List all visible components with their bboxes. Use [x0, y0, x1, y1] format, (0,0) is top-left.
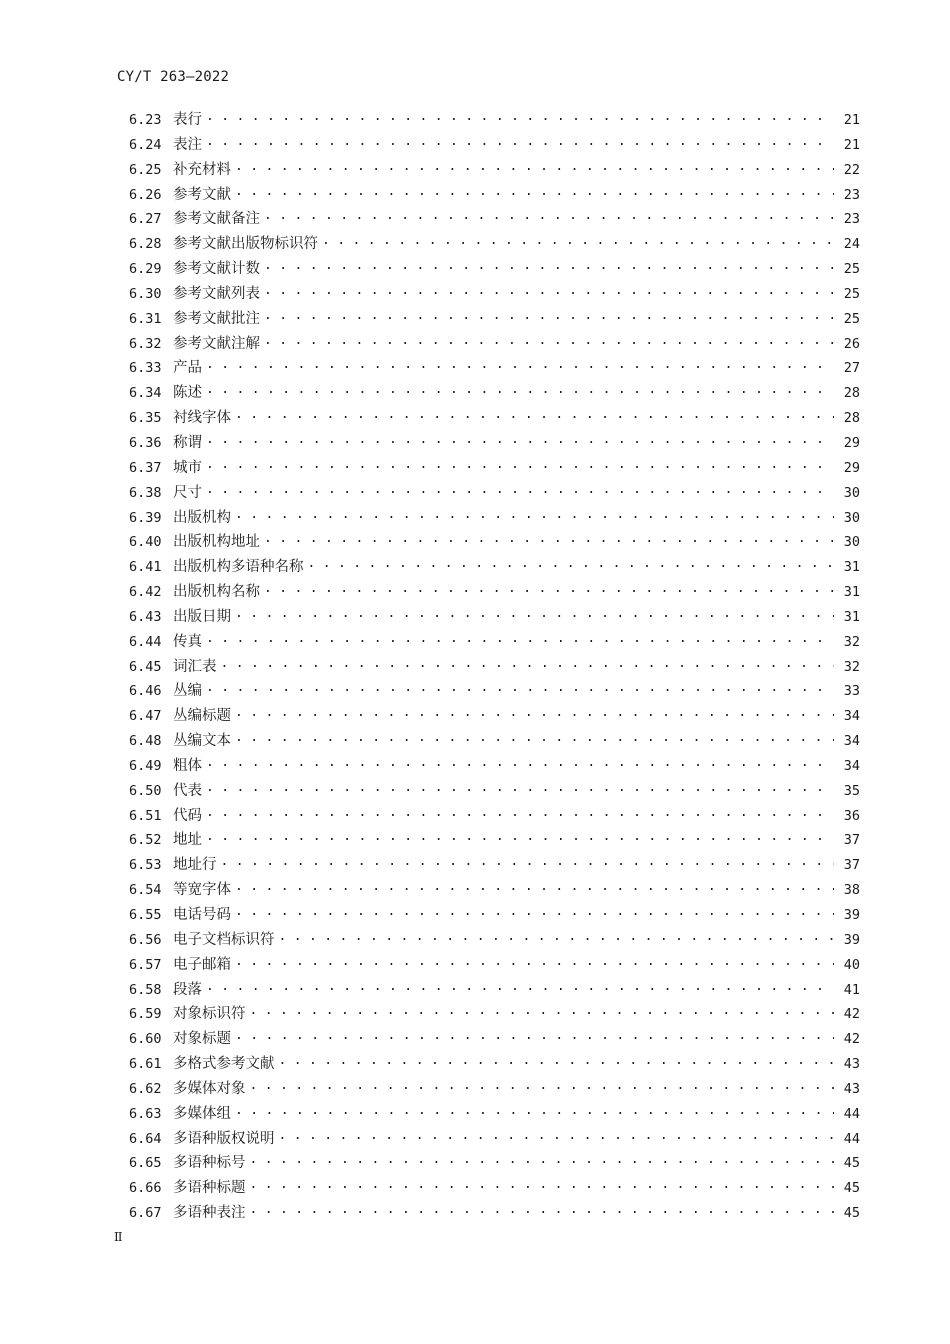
- toc-entry-title: 表行: [173, 112, 202, 128]
- toc-entry-number: 6.36: [129, 434, 162, 451]
- toc-entry[interactable]: [129, 108, 860, 133]
- toc-entry-title: 出版机构地址: [173, 534, 260, 551]
- toc-dot-leader: [206, 110, 834, 124]
- toc-entry-page: 34: [843, 733, 860, 750]
- toc-entry-page: 29: [843, 459, 860, 476]
- toc-entry-title: 多语种标题: [173, 1180, 246, 1197]
- toc-entry-number: 6.56: [129, 931, 162, 948]
- toc-entry-title: 多格式参考文献: [173, 1056, 275, 1073]
- toc-entry-number: 6.25: [129, 161, 162, 178]
- toc-dot-leader: [206, 383, 834, 397]
- toc-dot-leader: [235, 731, 834, 745]
- toc-dot-leader: [235, 1104, 834, 1118]
- toc-entry[interactable]: [129, 555, 860, 580]
- toc-entry[interactable]: [129, 207, 860, 232]
- toc-dot-leader: [322, 234, 834, 248]
- toc-entry-page: 30: [843, 534, 860, 551]
- toc-entry-page: 25: [843, 285, 860, 302]
- toc-dot-leader: [235, 607, 834, 621]
- toc-entry-number: 6.43: [129, 608, 162, 625]
- toc-entry-number: 6.64: [129, 1130, 162, 1147]
- toc-entry[interactable]: [129, 903, 860, 928]
- toc-entry-page: 28: [843, 410, 860, 427]
- toc-entry-number: 6.59: [129, 1006, 162, 1023]
- toc-dot-leader: [221, 855, 835, 869]
- toc-dot-leader: [235, 706, 834, 720]
- toc-entry[interactable]: [129, 481, 860, 506]
- toc-entry-number: 6.42: [129, 584, 162, 601]
- toc-dot-leader: [279, 1054, 835, 1068]
- toc-entry-page: 28: [843, 385, 860, 402]
- toc-entry-title: 参考文献注解: [173, 335, 260, 352]
- toc-entry-title: 对象标题: [173, 1031, 231, 1048]
- standard-code-header: CY/T 263—2022: [117, 69, 230, 85]
- toc-entry-page: 32: [843, 633, 860, 650]
- toc-entry-title: 地址: [173, 832, 202, 849]
- toc-dot-leader: [308, 557, 835, 571]
- table-of-contents: [129, 108, 860, 1226]
- toc-entry[interactable]: [129, 655, 860, 680]
- toc-entry-title: 多媒体组: [173, 1105, 231, 1122]
- toc-entry[interactable]: [129, 804, 860, 829]
- toc-entry-number: 6.66: [129, 1180, 162, 1197]
- toc-entry-title: 电子文档标识符: [173, 931, 275, 948]
- toc-entry-title: 丛编标题: [173, 708, 231, 725]
- toc-dot-leader: [264, 259, 834, 273]
- toc-dot-leader: [206, 781, 834, 795]
- toc-entry-title: 地址行: [173, 857, 217, 874]
- toc-entry-page: 23: [843, 211, 860, 228]
- toc-entry-number: 6.67: [129, 1205, 162, 1222]
- toc-entry-number: 6.55: [129, 907, 162, 923]
- toc-entry-title: 产品: [173, 360, 202, 377]
- toc-entry[interactable]: [129, 729, 860, 754]
- toc-entry-number: 6.31: [129, 310, 162, 327]
- toc-entry-title: 补充材料: [173, 161, 231, 178]
- toc-entry-number: 6.46: [129, 683, 162, 700]
- toc-entry[interactable]: [129, 605, 860, 630]
- toc-entry-title: 多语种版权说明: [173, 1130, 275, 1147]
- page-folio: II: [114, 1230, 122, 1244]
- toc-dot-leader: [235, 185, 834, 199]
- toc-entry-number: 6.53: [129, 857, 162, 874]
- toc-dot-leader: [264, 334, 834, 348]
- toc-entry-page: 38: [843, 882, 860, 899]
- toc-entry-number: 6.40: [129, 534, 162, 551]
- toc-entry-title: 段落: [173, 981, 202, 998]
- toc-entry[interactable]: [129, 232, 860, 257]
- toc-dot-leader: [264, 284, 834, 298]
- toc-entry-number: 6.49: [129, 757, 162, 774]
- toc-entry-page: 30: [843, 509, 860, 526]
- toc-entry-page: 45: [843, 1205, 860, 1222]
- toc-entry-page: 30: [843, 484, 860, 501]
- toc-entry-title: 参考文献列表: [173, 285, 260, 302]
- toc-dot-leader: [279, 930, 835, 944]
- toc-entry-number: 6.52: [129, 832, 162, 849]
- toc-entry-page: 39: [843, 907, 860, 923]
- toc-entry-number: 6.27: [129, 211, 162, 228]
- toc-entry-number: 6.48: [129, 733, 162, 750]
- toc-dot-leader: [206, 681, 834, 695]
- toc-entry-page: 24: [843, 236, 860, 253]
- toc-entry-number: 6.26: [129, 186, 162, 203]
- toc-entry-number: 6.63: [129, 1105, 162, 1122]
- toc-entry[interactable]: [129, 1176, 860, 1201]
- toc-entry-title: 表注: [173, 136, 202, 153]
- toc-dot-leader: [206, 756, 834, 770]
- toc-entry-title: 对象标识符: [173, 1006, 246, 1023]
- toc-dot-leader: [206, 806, 834, 820]
- toc-entry[interactable]: [129, 406, 860, 431]
- toc-entry-title: 词汇表: [173, 658, 217, 675]
- toc-entry[interactable]: [129, 158, 860, 183]
- toc-entry-number: 6.62: [129, 1080, 162, 1097]
- toc-entry-page: 44: [843, 1130, 860, 1147]
- toc-entry-number: 6.33: [129, 360, 162, 377]
- toc-entry-title: 丛编: [173, 683, 202, 700]
- toc-entry-page: 31: [843, 584, 860, 601]
- toc-entry-page: 29: [843, 434, 860, 451]
- toc-entry-number: 6.44: [129, 633, 162, 650]
- toc-entry-page: 45: [843, 1155, 860, 1172]
- toc-dot-leader: [264, 582, 834, 596]
- toc-entry-page: 37: [843, 857, 860, 874]
- toc-entry-page: 35: [843, 782, 860, 799]
- toc-entry-page: 36: [843, 807, 860, 824]
- toc-dot-leader: [264, 209, 834, 223]
- toc-entry-page: 37: [843, 832, 860, 849]
- toc-entry-page: 27: [843, 360, 860, 377]
- toc-entry-number: 6.65: [129, 1155, 162, 1172]
- toc-entry-title: 粗体: [173, 757, 202, 774]
- toc-entry-page: 21: [843, 112, 860, 128]
- toc-entry-page: 42: [843, 1031, 860, 1048]
- toc-entry-page: 43: [843, 1080, 860, 1097]
- toc-entry[interactable]: [129, 1002, 860, 1027]
- toc-dot-leader: [264, 532, 834, 546]
- toc-entry-number: 6.39: [129, 509, 162, 526]
- toc-dot-leader: [206, 830, 834, 844]
- toc-entry-page: 42: [843, 1006, 860, 1023]
- toc-entry-title: 称谓: [173, 434, 202, 451]
- toc-dot-leader: [235, 880, 834, 894]
- toc-entry-title: 出版日期: [173, 608, 231, 625]
- toc-dot-leader: [206, 433, 834, 447]
- toc-entry[interactable]: [129, 978, 860, 1003]
- toc-entry-page: 32: [843, 658, 860, 675]
- toc-entry[interactable]: [129, 953, 860, 978]
- toc-dot-leader: [250, 1004, 835, 1018]
- toc-entry-title: 出版机构多语种名称: [173, 559, 304, 576]
- toc-entry-page: 21: [843, 136, 860, 153]
- toc-entry[interactable]: [129, 381, 860, 406]
- toc-entry-page: 33: [843, 683, 860, 700]
- toc-entry[interactable]: [129, 530, 860, 555]
- toc-entry[interactable]: [129, 183, 860, 208]
- toc-entry-title: 电话号码: [173, 907, 231, 923]
- toc-entry[interactable]: [129, 1052, 860, 1077]
- toc-entry-number: 6.51: [129, 807, 162, 824]
- toc-entry-title: 多媒体对象: [173, 1080, 246, 1097]
- toc-entry-title: 出版机构名称: [173, 584, 260, 601]
- toc-entry-title: 参考文献计数: [173, 261, 260, 278]
- toc-dot-leader: [235, 905, 834, 919]
- toc-entry-title: 代码: [173, 807, 202, 824]
- toc-entry[interactable]: [129, 878, 860, 903]
- toc-entry-number: 6.32: [129, 335, 162, 352]
- toc-dot-leader: [264, 309, 834, 323]
- toc-entry-page: 44: [843, 1105, 860, 1122]
- toc-dot-leader: [235, 160, 834, 174]
- toc-entry[interactable]: [129, 431, 860, 456]
- toc-entry-number: 6.23: [129, 112, 162, 128]
- toc-entry[interactable]: [129, 257, 860, 282]
- toc-entry[interactable]: [129, 779, 860, 804]
- toc-entry-number: 6.57: [129, 956, 162, 973]
- toc-entry-title: 尺寸: [173, 484, 202, 501]
- toc-entry-page: 31: [843, 608, 860, 625]
- toc-entry-title: 电子邮箱: [173, 956, 231, 973]
- toc-entry-number: 6.24: [129, 136, 162, 153]
- toc-entry-title: 城市: [173, 459, 202, 476]
- toc-entry-number: 6.60: [129, 1031, 162, 1048]
- toc-entry[interactable]: [129, 1027, 860, 1052]
- toc-entry-title: 出版机构: [173, 509, 231, 526]
- toc-entry-number: 6.50: [129, 782, 162, 799]
- toc-entry-page: 34: [843, 708, 860, 725]
- toc-entry-title: 参考文献: [173, 186, 231, 203]
- toc-entry-number: 6.54: [129, 882, 162, 899]
- toc-entry-page: 43: [843, 1056, 860, 1073]
- toc-entry[interactable]: [129, 506, 860, 531]
- toc-entry[interactable]: [129, 630, 860, 655]
- toc-entry-number: 6.28: [129, 236, 162, 253]
- toc-entry-number: 6.30: [129, 285, 162, 302]
- toc-entry-title: 传真: [173, 633, 202, 650]
- toc-entry[interactable]: [129, 456, 860, 481]
- toc-entry[interactable]: [129, 307, 860, 332]
- toc-entry[interactable]: [129, 332, 860, 357]
- toc-entry-number: 6.41: [129, 559, 162, 576]
- toc-entry-title: 衬线字体: [173, 410, 231, 427]
- toc-entry-page: 23: [843, 186, 860, 203]
- toc-entry[interactable]: [129, 1102, 860, 1127]
- toc-entry-number: 6.58: [129, 981, 162, 998]
- toc-dot-leader: [206, 980, 834, 994]
- toc-entry-page: 25: [843, 310, 860, 327]
- toc-entry-title: 多语种标号: [173, 1155, 246, 1172]
- toc-entry-page: 39: [843, 931, 860, 948]
- toc-entry-title: 参考文献批注: [173, 310, 260, 327]
- toc-entry-page: 26: [843, 335, 860, 352]
- toc-entry-title: 参考文献备注: [173, 211, 260, 228]
- toc-dot-leader: [221, 657, 835, 671]
- toc-entry[interactable]: [129, 853, 860, 878]
- toc-entry[interactable]: [129, 356, 860, 381]
- toc-entry[interactable]: [129, 282, 860, 307]
- toc-entry-title: 丛编文本: [173, 733, 231, 750]
- toc-entry-number: 6.38: [129, 484, 162, 501]
- toc-entry-number: 6.47: [129, 708, 162, 725]
- toc-entry-number: 6.61: [129, 1056, 162, 1073]
- toc-entry[interactable]: [129, 1151, 860, 1176]
- toc-dot-leader: [235, 1029, 834, 1043]
- toc-dot-leader: [206, 135, 834, 149]
- toc-entry[interactable]: [129, 679, 860, 704]
- toc-entry-page: 22: [843, 161, 860, 178]
- toc-entry[interactable]: [129, 704, 860, 729]
- toc-dot-leader: [206, 458, 834, 472]
- toc-entry-number: 6.35: [129, 410, 162, 427]
- toc-dot-leader: [235, 955, 834, 969]
- toc-entry-page: 40: [843, 956, 860, 973]
- toc-entry[interactable]: [129, 133, 860, 158]
- toc-dot-leader: [250, 1203, 835, 1217]
- toc-entry[interactable]: [129, 580, 860, 605]
- toc-dot-leader: [250, 1153, 835, 1167]
- toc-entry[interactable]: [129, 828, 860, 853]
- toc-dot-leader: [250, 1079, 835, 1093]
- toc-entry-number: 6.34: [129, 385, 162, 402]
- toc-dot-leader: [279, 1129, 835, 1143]
- toc-entry-page: 41: [843, 981, 860, 998]
- toc-entry-title: 参考文献出版物标识符: [173, 236, 318, 253]
- toc-entry-page: 31: [843, 559, 860, 576]
- toc-entry-title: 陈述: [173, 385, 202, 402]
- toc-dot-leader: [250, 1178, 835, 1192]
- toc-entry-number: 6.29: [129, 261, 162, 278]
- toc-dot-leader: [206, 358, 834, 372]
- toc-dot-leader: [235, 508, 834, 522]
- toc-entry-number: 6.37: [129, 459, 162, 476]
- toc-entry[interactable]: [129, 754, 860, 779]
- toc-entry[interactable]: [129, 1127, 860, 1152]
- toc-entry-number: 6.45: [129, 658, 162, 675]
- toc-entry-title: 多语种表注: [173, 1205, 246, 1222]
- toc-entry-page: 45: [843, 1180, 860, 1197]
- toc-entry[interactable]: [129, 1077, 860, 1102]
- toc-entry[interactable]: [129, 1201, 860, 1226]
- toc-entry-title: 代表: [173, 782, 202, 799]
- toc-entry-title: 等宽字体: [173, 882, 231, 899]
- toc-entry-page: 34: [843, 757, 860, 774]
- toc-dot-leader: [206, 632, 834, 646]
- toc-entry-page: 25: [843, 261, 860, 278]
- toc-dot-leader: [235, 408, 834, 422]
- toc-entry[interactable]: [129, 928, 860, 953]
- toc-dot-leader: [206, 483, 834, 497]
